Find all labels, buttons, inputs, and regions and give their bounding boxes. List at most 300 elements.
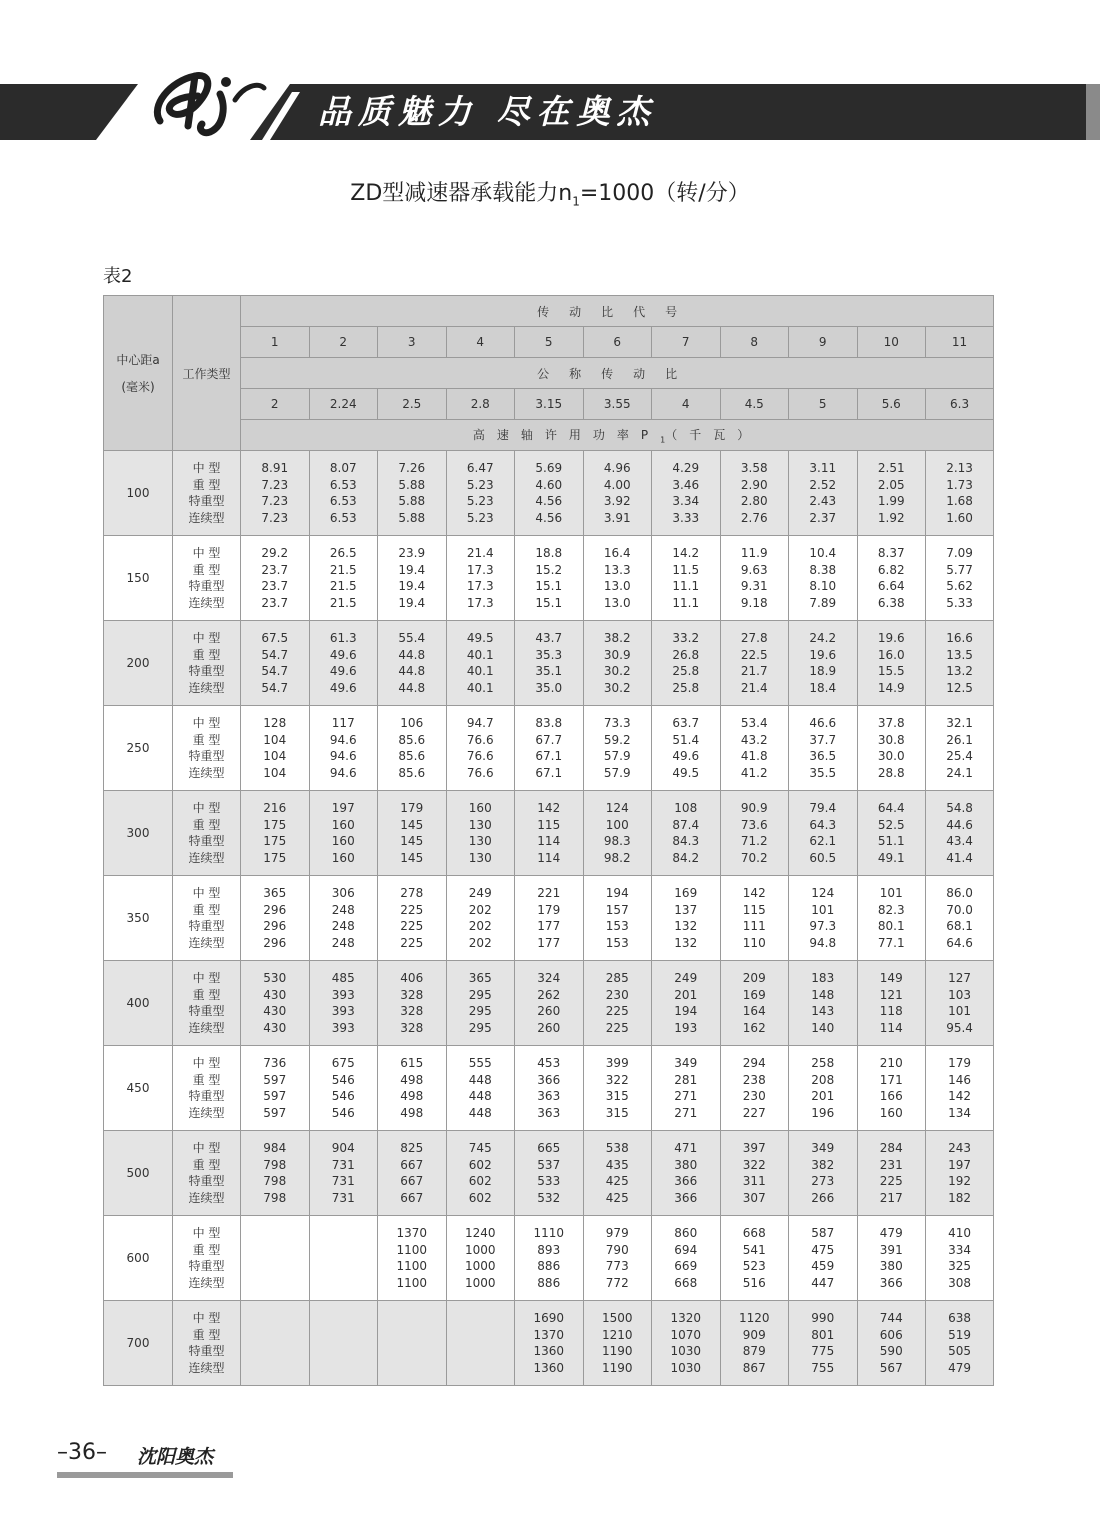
power-value: 169 <box>742 987 766 1002</box>
power-value: 546 <box>331 1105 355 1120</box>
power-value: 225 <box>400 935 424 950</box>
power-value: 148 <box>811 987 835 1002</box>
power-values-cell <box>926 1131 994 1216</box>
power-value: 194 <box>674 1004 698 1018</box>
power-value: 295 <box>468 987 492 1002</box>
power-value: 160 <box>879 1105 903 1120</box>
power-values-cell <box>515 706 584 791</box>
power-values-cell <box>857 961 926 1046</box>
power-values-cell <box>309 1301 378 1386</box>
power-value: 142 <box>948 1089 972 1103</box>
work-type-label: 中 型 <box>192 1141 221 1155</box>
power-value: 149 <box>879 971 903 985</box>
power-value: 14.9 <box>877 680 905 695</box>
work-type-label: 中 型 <box>192 886 221 900</box>
slogan: 品质魅力 尽在奥杰 <box>318 92 657 131</box>
power-value: 393 <box>331 1004 355 1018</box>
work-type-label: 连续型 <box>188 1360 225 1375</box>
power-value: 124 <box>605 801 629 815</box>
power-value: 523 <box>742 1259 766 1273</box>
power-value: 194 <box>605 886 629 900</box>
power-value: 281 <box>674 1072 698 1087</box>
power-value: 4.60 <box>535 477 563 492</box>
center-distance-label: 中心距a <box>116 353 160 367</box>
power-values-cell <box>378 791 447 876</box>
power-value: 11.1 <box>672 595 700 610</box>
power-value: 49.1 <box>877 850 905 865</box>
power-values-cell <box>720 961 789 1046</box>
power-value: 24.1 <box>946 765 973 780</box>
work-type-label: 中 型 <box>192 546 221 560</box>
power-value: 2.37 <box>809 510 837 525</box>
power-value: 4.56 <box>535 510 563 525</box>
power-value: 25.4 <box>946 749 973 763</box>
power-value: 177 <box>537 919 561 933</box>
power-values-cell <box>241 451 310 536</box>
work-type-label: 特重型 <box>188 834 225 848</box>
work-type-label: 特重型 <box>188 494 225 508</box>
power-value: 17.3 <box>466 595 494 610</box>
power-values-cell <box>720 621 789 706</box>
power-value: 22.5 <box>740 647 768 662</box>
work-types-cell <box>173 621 241 706</box>
power-value: 3.46 <box>672 477 700 492</box>
power-value: 130 <box>468 850 492 865</box>
work-type-label: 特重型 <box>188 1004 225 1018</box>
power-value: 54.7 <box>261 664 289 678</box>
power-value: 3.58 <box>740 461 768 475</box>
work-type-label: 连续型 <box>188 1020 225 1035</box>
power-values-cell <box>241 961 310 1046</box>
power-value: 162 <box>742 1020 766 1035</box>
power-value: 201 <box>811 1089 835 1103</box>
power-values-cell <box>789 791 858 876</box>
power-value: 2.80 <box>740 494 768 508</box>
power-value: 798 <box>263 1174 287 1188</box>
power-values-cell <box>789 621 858 706</box>
power-value: 230 <box>605 987 629 1002</box>
power-value: 248 <box>331 919 355 933</box>
power-value: 54.7 <box>261 647 289 662</box>
work-types-cell <box>173 1046 241 1131</box>
power-value: 328 <box>400 1020 424 1035</box>
work-types-cell <box>173 1301 241 1386</box>
power-value: 18.9 <box>809 664 837 678</box>
power-value: 51.4 <box>672 732 700 747</box>
power-value: 86.0 <box>946 886 973 900</box>
power-value: 115 <box>742 902 766 917</box>
power-value: 430 <box>263 1020 287 1035</box>
power-values-cell <box>652 876 721 961</box>
power-value: 273 <box>811 1174 835 1188</box>
power-value: 90.9 <box>740 801 768 815</box>
power-values-cell <box>515 451 584 536</box>
power-value: 1.68 <box>946 494 973 508</box>
power-values-cell <box>241 791 310 876</box>
power-value: 94.6 <box>329 765 357 780</box>
power-value: 94.7 <box>466 716 494 730</box>
power-value: 202 <box>468 919 492 933</box>
power-value: 4.56 <box>535 494 563 508</box>
power-value: 8.07 <box>329 461 357 475</box>
power-value: 322 <box>605 1072 629 1087</box>
nominal-ratio-cell: 2.5 <box>378 389 447 420</box>
power-value: 1500 <box>601 1311 633 1325</box>
power-values-cell <box>720 536 789 621</box>
power-values-cell <box>652 621 721 706</box>
page-number: –36– <box>57 1440 107 1465</box>
power-value: 638 <box>948 1311 972 1325</box>
power-value: 606 <box>879 1327 903 1342</box>
power-value: 668 <box>742 1226 766 1240</box>
power-value: 24.2 <box>809 631 837 645</box>
work-type-label: 连续型 <box>188 1275 225 1290</box>
power-value: 15.5 <box>877 664 905 678</box>
power-values-cell <box>789 706 858 791</box>
power-value: 179 <box>537 902 561 917</box>
power-values-cell <box>309 706 378 791</box>
power-value: 266 <box>811 1190 835 1205</box>
power-value: 114 <box>537 850 561 865</box>
power-values-cell <box>857 1301 926 1386</box>
nominal-ratio-cell: 5 <box>789 389 858 420</box>
power-value: 16.6 <box>946 631 973 645</box>
power-value: 67.1 <box>535 749 563 763</box>
power-value: 41.4 <box>946 850 973 865</box>
power-value: 13.2 <box>946 664 973 678</box>
power-value: 399 <box>605 1056 629 1070</box>
power-value: 85.6 <box>398 765 426 780</box>
power-value: 231 <box>879 1157 903 1172</box>
power-value: 104 <box>263 749 287 763</box>
power-value: 744 <box>879 1311 903 1325</box>
power-values-cell <box>446 451 515 536</box>
power-value: 397 <box>742 1141 766 1155</box>
power-value: 134 <box>948 1105 972 1120</box>
power-value: 30.0 <box>877 749 905 763</box>
power-value: 62.1 <box>809 834 837 848</box>
power-value: 202 <box>468 902 492 917</box>
power-value: 775 <box>811 1344 835 1358</box>
power-value: 2.51 <box>877 461 905 475</box>
power-value: 33.2 <box>672 631 700 645</box>
work-type-label: 特重型 <box>188 579 225 593</box>
power-value: 3.91 <box>603 510 631 525</box>
ratio-code-cell: 7 <box>652 327 721 358</box>
power-value: 84.3 <box>672 834 700 848</box>
power-value: 160 <box>331 834 355 848</box>
power-value: 44.8 <box>398 680 426 695</box>
power-value: 736 <box>263 1056 287 1070</box>
power-value: 35.5 <box>809 765 837 780</box>
work-types-cell <box>173 451 241 536</box>
power-value: 230 <box>742 1089 766 1103</box>
power-value: 366 <box>674 1190 698 1205</box>
power-value: 5.33 <box>946 595 973 610</box>
power-value: 425 <box>605 1174 629 1188</box>
power-value: 63.7 <box>672 716 700 730</box>
power-value: 73.6 <box>740 817 768 832</box>
power-value: 296 <box>263 935 287 950</box>
power-value: 9.31 <box>740 579 768 593</box>
power-value: 448 <box>468 1105 492 1120</box>
power-value: 83.8 <box>535 716 563 730</box>
power-values-cell <box>789 1131 858 1216</box>
power-value: 37.7 <box>809 732 837 747</box>
power-value: 349 <box>811 1141 835 1155</box>
power-values-cell <box>309 621 378 706</box>
power-value: 97.3 <box>809 919 837 933</box>
power-value: 70.0 <box>946 902 973 917</box>
power-value: 365 <box>263 886 287 900</box>
power-value: 6.64 <box>877 579 905 593</box>
power-values-cell <box>378 451 447 536</box>
center-distance-cell: 350 <box>104 876 173 961</box>
power-value: 202 <box>468 935 492 950</box>
power-value: 145 <box>400 850 424 865</box>
power-value: 85.6 <box>398 732 426 747</box>
work-type-label: 重 型 <box>192 732 221 747</box>
power-value: 2.90 <box>740 477 768 492</box>
power-value: 177 <box>537 935 561 950</box>
ratio-code-cell: 8 <box>720 327 789 358</box>
power-value: 12.5 <box>946 680 973 695</box>
power-value: 40.1 <box>466 664 494 678</box>
power-values-cell <box>446 961 515 1046</box>
work-type-label: 重 型 <box>192 647 221 662</box>
table-row <box>104 706 994 791</box>
power-value: 9.63 <box>740 562 768 577</box>
power-value: 8.38 <box>809 562 837 577</box>
power-value: 197 <box>948 1157 972 1172</box>
work-type-label: 特重型 <box>188 1259 225 1273</box>
power-value: 21.5 <box>329 562 357 577</box>
center-distance-cell: 150 <box>104 536 173 621</box>
power-values-cell <box>241 1216 310 1301</box>
power-values-cell <box>652 1216 721 1301</box>
power-value: 1240 <box>464 1226 496 1240</box>
power-values-cell <box>583 961 652 1046</box>
work-type-label: 中 型 <box>192 1311 221 1325</box>
power-values-cell <box>926 876 994 961</box>
table-row <box>104 621 994 706</box>
power-value: 160 <box>331 817 355 832</box>
power-value: 26.1 <box>946 732 973 747</box>
work-type-label: 连续型 <box>188 595 225 610</box>
power-values-cell <box>515 961 584 1046</box>
nominal-ratio-group-header: 公称传动比 <box>241 358 994 389</box>
power-value: 537 <box>537 1157 561 1172</box>
power-value: 538 <box>605 1141 629 1155</box>
work-type-label: 连续型 <box>188 1190 225 1205</box>
power-value: 7.23 <box>261 494 289 508</box>
power-value: 142 <box>742 886 766 900</box>
power-value: 11.1 <box>672 579 700 593</box>
power-values-cell <box>583 1046 652 1131</box>
power-value: 391 <box>879 1242 903 1257</box>
power-value: 38.2 <box>603 631 631 645</box>
power-value: 773 <box>605 1259 629 1273</box>
power-value: 322 <box>742 1157 766 1172</box>
power-value: 249 <box>674 971 698 985</box>
power-value: 602 <box>468 1190 492 1205</box>
power-value: 615 <box>400 1056 424 1070</box>
power-value: 182 <box>948 1190 972 1205</box>
nominal-ratio-cell: 2.8 <box>446 389 515 420</box>
power-value: 164 <box>742 1004 766 1018</box>
power-value: 124 <box>811 886 835 900</box>
power-value: 533 <box>537 1174 561 1188</box>
power-value: 30.9 <box>603 647 631 662</box>
power-value: 95.4 <box>946 1020 973 1035</box>
power-value: 1320 <box>670 1311 702 1325</box>
power-value: 315 <box>605 1105 629 1120</box>
work-type-label: 中 型 <box>192 461 221 475</box>
power-value: 76.6 <box>466 749 494 763</box>
power-value: 1030 <box>670 1360 702 1375</box>
power-value: 19.4 <box>398 579 426 593</box>
power-value: 21.5 <box>329 595 357 610</box>
power-value: 94.8 <box>809 935 837 950</box>
power-value: 5.23 <box>466 494 494 508</box>
work-type-label: 中 型 <box>192 716 221 730</box>
power-value: 453 <box>537 1056 561 1070</box>
power-values-cell <box>515 1046 584 1131</box>
power-value: 602 <box>468 1157 492 1172</box>
power-value: 258 <box>811 1056 835 1070</box>
table-row <box>104 1131 994 1216</box>
work-type-label: 重 型 <box>192 987 221 1002</box>
power-value: 87.4 <box>672 817 700 832</box>
power-value: 366 <box>879 1275 903 1290</box>
table-row <box>104 791 994 876</box>
work-type-label: 特重型 <box>188 749 225 763</box>
power-value: 209 <box>742 971 766 985</box>
work-type-label: 连续型 <box>188 1105 225 1120</box>
power-value: 667 <box>400 1190 424 1205</box>
center-distance-cell: 200 <box>104 621 173 706</box>
work-type-label: 连续型 <box>188 680 225 695</box>
power-value: 1190 <box>601 1344 633 1358</box>
power-value: 9.18 <box>740 595 768 610</box>
power-value: 60.5 <box>809 850 837 865</box>
power-value: 140 <box>811 1020 835 1035</box>
power-values-cell <box>789 1216 858 1301</box>
power-value: 41.2 <box>740 765 768 780</box>
power-value: 4.00 <box>603 477 631 492</box>
power-value: 1100 <box>396 1259 428 1273</box>
power-value: 1210 <box>601 1327 633 1342</box>
power-value: 530 <box>263 971 287 985</box>
power-value: 243 <box>948 1141 972 1155</box>
power-values-cell <box>583 706 652 791</box>
center-distance-cell: 500 <box>104 1131 173 1216</box>
power-value: 13.0 <box>603 595 631 610</box>
power-value: 1030 <box>670 1344 702 1358</box>
power-value: 755 <box>811 1360 835 1375</box>
power-value: 1360 <box>533 1360 565 1375</box>
power-values-cell <box>583 1216 652 1301</box>
power-value: 519 <box>948 1327 972 1342</box>
power-value: 30.2 <box>603 680 631 695</box>
power-value: 546 <box>331 1089 355 1103</box>
power-value: 7.23 <box>261 477 289 492</box>
power-value: 5.62 <box>946 579 973 593</box>
power-value: 106 <box>400 716 424 730</box>
power-values-cell <box>857 451 926 536</box>
power-values-cell <box>309 876 378 961</box>
power-value: 4.96 <box>603 461 631 475</box>
power-value: 867 <box>742 1360 766 1375</box>
power-value: 260 <box>537 1020 561 1035</box>
company-name: 沈阳奥杰 <box>137 1446 214 1468</box>
power-value: 334 <box>948 1242 972 1257</box>
power-value: 284 <box>879 1141 903 1155</box>
power-value: 21.7 <box>740 664 768 678</box>
work-type-label: 重 型 <box>192 562 221 577</box>
power-values-cell <box>652 1131 721 1216</box>
power-value: 40.1 <box>466 680 494 695</box>
power-value: 85.6 <box>398 749 426 763</box>
page-title: ZD型减速器承载能力$n_1=1000$（转/分） <box>350 181 750 209</box>
power-values-cell <box>583 621 652 706</box>
power-value: 1.73 <box>946 477 973 492</box>
power-value: 295 <box>468 1020 492 1035</box>
power-value: 248 <box>331 935 355 950</box>
power-values-cell <box>857 876 926 961</box>
power-value: 567 <box>879 1360 903 1375</box>
power-value: 2.43 <box>809 494 837 508</box>
power-value: 52.5 <box>877 817 905 832</box>
power-value: 471 <box>674 1141 698 1155</box>
power-values-cell <box>241 1301 310 1386</box>
power-values-cell <box>515 791 584 876</box>
power-values-cell <box>446 791 515 876</box>
center-distance-header <box>104 296 173 451</box>
power-value: 6.53 <box>329 510 357 525</box>
power-value: 6.47 <box>466 461 494 475</box>
power-values-cell <box>652 791 721 876</box>
power-values-cell <box>720 791 789 876</box>
nominal-ratio-cell: 3.15 <box>515 389 584 420</box>
power-value: 17.3 <box>466 579 494 593</box>
power-values-cell <box>378 1301 447 1386</box>
power-value: 183 <box>811 971 835 985</box>
nominal-ratio-cell: 5.6 <box>857 389 926 420</box>
work-type-label: 重 型 <box>192 1242 221 1257</box>
power-value: 46.6 <box>809 716 837 730</box>
center-distance-cell: 100 <box>104 451 173 536</box>
power-value: 238 <box>742 1072 766 1087</box>
power-value: 1000 <box>464 1259 496 1273</box>
power-value: 731 <box>331 1157 355 1172</box>
power-value: 2.76 <box>740 510 768 525</box>
power-value: 555 <box>468 1056 492 1070</box>
power-value: 44.6 <box>946 817 973 832</box>
power-value: 121 <box>879 987 903 1002</box>
power-values-cell <box>789 961 858 1046</box>
power-value: 694 <box>674 1242 698 1257</box>
power-value: 475 <box>811 1242 835 1257</box>
power-value: 43.7 <box>535 631 563 645</box>
power-value: 227 <box>742 1105 766 1120</box>
power-value: 893 <box>537 1242 561 1257</box>
center-distance-unit: (毫米) <box>121 380 155 394</box>
power-value: 745 <box>468 1141 492 1155</box>
power-value: 7.09 <box>946 546 973 560</box>
power-values-cell <box>446 1131 515 1216</box>
power-values-cell <box>378 1216 447 1301</box>
